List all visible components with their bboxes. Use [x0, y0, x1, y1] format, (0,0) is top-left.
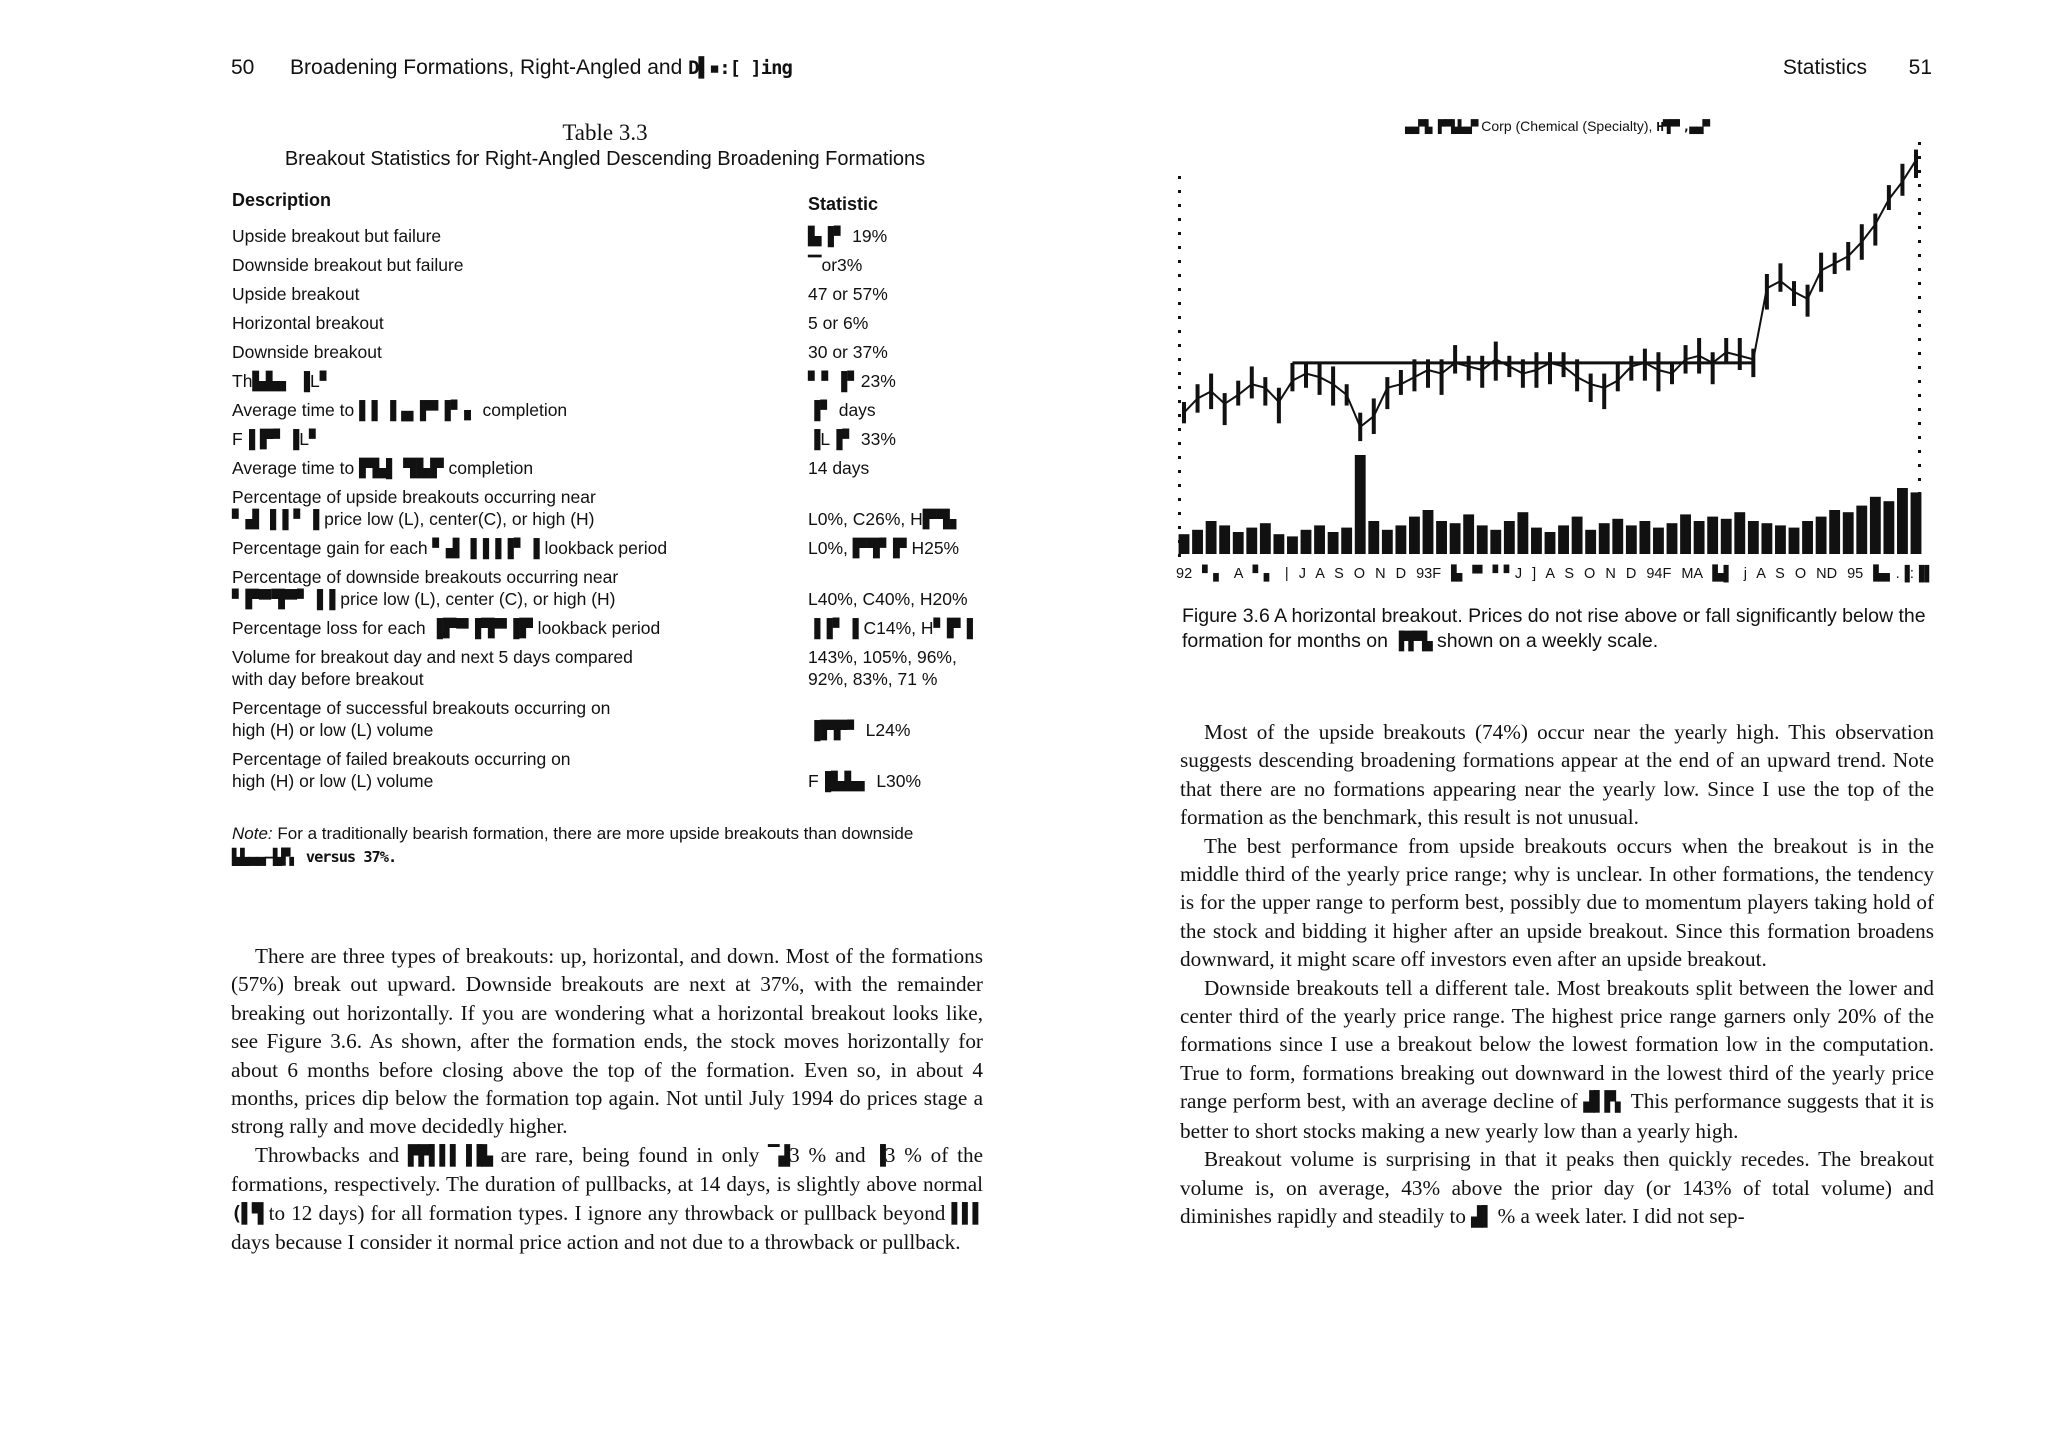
left-axis-tick [1178, 330, 1181, 333]
left-page-number: 50 [231, 56, 255, 79]
left-axis-tick [1178, 232, 1181, 235]
figure-caption [1182, 604, 1934, 655]
p4-text-b: % a week later. I did not sep- [1492, 1203, 1745, 1228]
table-note [232, 822, 992, 869]
row-description: Upside breakout but failure [232, 226, 442, 246]
volume-bar [1301, 530, 1312, 554]
caption-text-1: Figure 3.6 A horizontal breakout. Prices do not rise above or fall significantly below the formation for months on [1182, 605, 1926, 652]
row-description: Volume for breakout day and next 5 days compared with day before breakout [232, 647, 633, 689]
volume-bar [1260, 523, 1271, 554]
left-axis-tick [1178, 484, 1181, 487]
left-axis-tick [1178, 498, 1181, 501]
volume-bar [1721, 519, 1732, 554]
left-axis-tick [1178, 554, 1181, 557]
volume-bar [1423, 510, 1434, 554]
right-axis-tick [1918, 240, 1921, 243]
p2-glitch-1: ▛▛▌▌▌▐▐▙ [407, 1144, 492, 1167]
right-page-header [1783, 56, 1932, 80]
p3-text-a: Downside breakouts tell a different tale. Most breakouts split between the lower and center third of the yearly price range. The highest price range garners only 20% of the formations since I use a breakout below the lowest formation low in the computation. True to form, formations breaking out downward in the lowest third of the yearly price range perform best, with an average decline of [1180, 975, 1934, 1114]
volume-bar [1667, 523, 1678, 554]
left-running-head-glitch: D▌▪:[ ]ing [688, 57, 792, 79]
volume-bar [1612, 519, 1623, 554]
right-axis-tick [1918, 198, 1921, 201]
row-statistic: ▐▐▘▐ C14%, H▘▛▐ [808, 618, 973, 638]
right-axis-tick [1918, 380, 1921, 383]
table-row [232, 225, 992, 247]
volume-bar [1843, 512, 1854, 554]
p3-text-b: This performance suggests that it is better to short stocks making a new yearly low than a yearly high. [1180, 1089, 1934, 1143]
volume-bar [1789, 528, 1800, 554]
chart-title [1180, 118, 1934, 134]
volume-bar [1233, 532, 1244, 554]
row-statistic: ▐▘ days [808, 400, 876, 420]
table-row [232, 399, 992, 421]
volume-bar [1748, 521, 1759, 554]
row-statistic: L0%, C26%, H▛▜▖ [808, 509, 964, 529]
table-body [232, 225, 992, 792]
p2-glitch-5: ▌▌▌ [951, 1202, 983, 1225]
row-statistic: 5 or 6% [808, 313, 869, 333]
left-axis-tick [1178, 456, 1181, 459]
right-axis-tick [1918, 352, 1921, 355]
table-row [232, 697, 992, 741]
volume-bar [1328, 532, 1339, 554]
left-paragraph-1: There are three types of breakouts: up, horizontal, and down. Most of the formations (57%) break out upward. Downside breakouts are next at 37%, with the remainder breaking out horizontally. If you are wondering what a horizontal breakout looks like, see Figure 3.6. As shown, after the formation ends, the stock moves horizontally for about 6 months before closing above the top of the formation. Even so, in about 4 months, prices dip below the formation top again. Not until July 1994 do prices stage a strong rally and move decidedly higher. [231, 944, 983, 1139]
volume-bar [1219, 525, 1230, 554]
right-axis-tick [1918, 408, 1921, 411]
volume-bar [1477, 525, 1488, 554]
volume-bar [1545, 532, 1556, 554]
volume-bar [1355, 455, 1366, 554]
right-running-head: Statistics [1782, 56, 1867, 79]
volume-bar [1558, 525, 1569, 554]
chart-title-glitch: ▄▄▀▙ ▛▀▙▙▄▀ [1404, 119, 1478, 134]
row-description: Percentage of successful breakouts occurring on high (H) or low (L) volume [232, 698, 611, 740]
chart-title-glitch-2: H▜▀▘,▄▄▀ [1656, 119, 1709, 134]
row-description: Th▙▙▖ ▐L▘ [232, 371, 334, 391]
row-statistic: ▙▐▘ 19% [808, 226, 888, 246]
note-text-2: ▙▙▄▄—▙▛▖ versus 37%. [232, 848, 397, 866]
note-text: For a traditionally bearish formation, there are more upside breakouts than downside [272, 824, 914, 843]
right-axis-tick [1918, 184, 1921, 187]
right-paragraph-4 [1180, 1145, 1934, 1231]
row-statistic: ▐▛▛▘ L24% [808, 720, 911, 740]
volume-bar [1734, 512, 1745, 554]
right-axis-tick [1918, 254, 1921, 257]
row-statistic: 14 days [808, 458, 870, 478]
table-row [232, 486, 992, 530]
volume-bar [1314, 525, 1325, 554]
table-title: Table 3.3 [562, 120, 648, 145]
right-axis-tick [1918, 310, 1921, 313]
right-axis-tick [1918, 282, 1921, 285]
right-axis-tick [1918, 478, 1921, 481]
left-paragraph-2 [231, 1141, 983, 1257]
left-axis-tick [1178, 526, 1181, 529]
p2-glitch-4: (▌▜ [231, 1202, 263, 1225]
price-volume-chart [1176, 136, 1936, 562]
row-description: Upside breakout [232, 284, 360, 304]
right-axis-tick [1918, 156, 1921, 159]
table-row [232, 537, 992, 559]
volume-bar [1707, 517, 1718, 554]
left-axis-tick [1178, 302, 1181, 305]
p2-text-e: to 12 days) for all formation types. I ignore any throwback or pullback beyond [262, 1200, 952, 1225]
volume-bar [1463, 514, 1474, 554]
right-axis-tick [1918, 142, 1921, 145]
left-axis-tick [1178, 442, 1181, 445]
left-body-text [231, 942, 983, 1256]
volume-bar [1382, 530, 1393, 554]
volume-bar [1436, 521, 1447, 554]
volume-bar [1450, 523, 1461, 554]
right-axis-tick [1918, 226, 1921, 229]
left-axis-tick [1178, 176, 1181, 179]
right-axis-tick [1918, 268, 1921, 271]
left-axis-tick [1178, 260, 1181, 263]
p4-glitch: ▟▌ [1471, 1205, 1493, 1228]
row-description: Percentage of upside breakouts occurring near ▘▟ ▐▐ ▘▐ price low (L), center(C), or high (H) [232, 487, 596, 529]
table-row [232, 646, 992, 690]
row-description: Average time to ▌▌▐ ▄▐▀▐▘▖ completion [232, 400, 568, 420]
p4-text-a: Breakout volume is surprising in that it peaks then quickly recedes. The breakout volume is, on average, 43% above the prior day (or 143% of total volume) and diminishes rapidly and steadily to [1180, 1147, 1934, 1228]
volume-bar [1273, 534, 1284, 554]
left-axis-tick [1178, 470, 1181, 473]
volume-bar [1531, 528, 1542, 554]
p2-text-c: 3 % and [789, 1142, 875, 1167]
table-row [232, 428, 992, 450]
volume-bar [1368, 521, 1379, 554]
volume-bar [1911, 492, 1922, 554]
statistics-table [232, 190, 992, 799]
row-statistic: ▔or3% [808, 255, 863, 275]
table-row [232, 254, 992, 276]
chart-x-axis-labels: 92 ▘▖ A ▘▖ | J A S O N D 93F ▙ ▀ ▘▘J ] A S O N D 94F MA ▙▌ j A S O ND 95 ▙▖.▐:▐▌ [1176, 566, 1935, 582]
volume-bar [1206, 521, 1217, 554]
left-axis-tick [1178, 218, 1181, 221]
right-body-text [1180, 718, 1934, 1231]
volume-bar [1504, 521, 1515, 554]
row-statistic: F▐▙▙▖ L30% [808, 771, 922, 791]
volume-bar [1287, 536, 1298, 554]
row-statistic: ▐L▐▘ 33% [808, 429, 896, 449]
right-axis-tick [1918, 170, 1921, 173]
table-row [232, 312, 992, 334]
table-header-row [232, 190, 992, 215]
table-row [232, 748, 992, 792]
chart-title-text: Corp (Chemical (Specialty), [1477, 118, 1657, 134]
row-description: Downside breakout but failure [232, 255, 464, 275]
right-paragraph-3 [1180, 974, 1934, 1145]
left-axis-tick [1178, 316, 1181, 319]
row-statistic: 30 or 37% [808, 342, 888, 362]
left-axis-tick [1178, 358, 1181, 361]
header-description: Description [232, 190, 332, 210]
p2-text-b: are rare, being found in only [491, 1142, 769, 1167]
right-axis-tick [1918, 366, 1921, 369]
volume-bar [1816, 517, 1827, 554]
left-axis-tick [1178, 190, 1181, 193]
left-axis-tick [1178, 428, 1181, 431]
right-paragraph-1: Most of the upside breakouts (74%) occur near the yearly high. This observation suggests descending broadening formations appear at the end of an upward trend. Note that there are no formations appearing near the yearly low. Since I use the top of the formation as the benchmark, this result is not unusual. [1180, 720, 1934, 830]
right-axis-tick [1918, 422, 1921, 425]
volume-bar [1517, 512, 1528, 554]
row-description: Downside breakout [232, 342, 382, 362]
row-description: Percentage loss for each ▐▛▀▐▜▀▐▛ lookback period [232, 618, 661, 638]
left-running-head: Broadening Formations, Right-Angled and [290, 56, 689, 79]
right-axis-tick [1918, 436, 1921, 439]
left-axis-tick [1178, 204, 1181, 207]
right-page-number: 51 [1908, 56, 1932, 79]
volume-bar [1395, 525, 1406, 554]
volume-bar [1870, 497, 1881, 554]
left-axis-tick [1178, 512, 1181, 515]
row-statistic: ▘▘▐▘23% [808, 371, 896, 391]
left-axis-tick [1178, 372, 1181, 375]
row-description: Percentage gain for each ▘▟ ▐▐▐▐▘▐ lookback period [232, 538, 668, 558]
left-page-header [231, 56, 792, 80]
volume-bar [1639, 521, 1650, 554]
p2-text-d: 3 % of the formations, respectively. The duration of pullbacks, at 14 days, is slightly above normal [231, 1142, 984, 1197]
row-description: Average time to ▛▙▌ ▜▙▛ completion [232, 458, 534, 478]
left-axis-tick [1178, 344, 1181, 347]
p2-glitch-3: ▐ [874, 1144, 885, 1167]
right-axis-tick [1918, 338, 1921, 341]
row-statistic: L40%, C40%, H20% [808, 589, 968, 609]
note-label: Note: [232, 824, 273, 843]
volume-bar [1626, 525, 1637, 554]
right-paragraph-2: The best performance from upside breakouts occurs when the breakout is in the middle third of the yearly price range; why is unclear. In other formations, the tendency is for the upper range to perform best, possibly due to momentum players taking hold of the stock and bidding it higher after an upside breakout. Since this formation broadens downward, it might scare off investors even after an upside breakout. [1180, 833, 1934, 972]
table-row [232, 370, 992, 392]
volume-bar [1897, 488, 1908, 554]
volume-bar [1490, 530, 1501, 554]
p2-text-f: days because I consider it normal price action and not due to a throwback or pullback. [231, 1230, 961, 1255]
volume-bar [1653, 528, 1664, 554]
volume-bar [1192, 530, 1203, 554]
row-description: Horizontal breakout [232, 313, 384, 333]
left-axis-tick [1178, 274, 1181, 277]
volume-bar [1761, 523, 1772, 554]
p2-glitch-2: ▔▟ [768, 1144, 790, 1167]
left-axis-tick [1178, 288, 1181, 291]
volume-bar [1599, 523, 1610, 554]
row-statistic: L0%, ▛▜▘▛ H25% [808, 538, 960, 558]
volume-bar [1775, 525, 1786, 554]
right-axis-tick [1918, 394, 1921, 397]
volume-bar [1883, 501, 1894, 554]
right-axis-tick [1918, 212, 1921, 215]
table-row [232, 341, 992, 363]
header-statistic: Statistic [808, 194, 879, 214]
right-axis-tick [1918, 464, 1921, 467]
right-axis-tick [1918, 296, 1921, 299]
row-statistic: 47 or 57% [808, 284, 888, 304]
left-axis-tick [1178, 246, 1181, 249]
row-description: Percentage of downside breakouts occurring near ▘▛▀▜▀▘▐▐ price low (L), center (C), or high (H) [232, 567, 619, 609]
p3-glitch: ▟▌▛▖ [1583, 1091, 1626, 1114]
volume-bar [1856, 506, 1867, 554]
volume-bar [1802, 521, 1813, 554]
table-row [232, 457, 992, 479]
row-statistic: 143%, 105%, 96%, 92%, 83%, 71 % [808, 647, 957, 689]
volume-bar [1585, 530, 1596, 554]
table-row [232, 566, 992, 610]
table-row [232, 283, 992, 305]
row-description: F▐ ▛▘▐L▘ [232, 429, 323, 449]
volume-bar [1829, 510, 1840, 554]
table-subtitle: Breakout Statistics for Right-Angled Descending Broadening Formations [284, 148, 926, 170]
volume-bar [1341, 528, 1352, 554]
table-row [232, 617, 992, 639]
volume-bar [1680, 514, 1691, 554]
right-axis-tick [1918, 450, 1921, 453]
p2-text-a: Throwbacks and [255, 1142, 408, 1167]
caption-glitch: ▐▜▀▙ [1393, 632, 1432, 652]
volume-bar [1409, 517, 1420, 554]
right-axis-tick [1918, 324, 1921, 327]
left-axis-tick [1178, 386, 1181, 389]
volume-bar [1179, 534, 1190, 554]
volume-bar [1246, 528, 1257, 554]
left-axis-tick [1178, 400, 1181, 403]
volume-bar [1572, 517, 1583, 554]
row-description: Percentage of failed breakouts occurring on high (H) or low (L) volume [232, 749, 571, 791]
left-axis-tick [1178, 414, 1181, 417]
volume-bar [1694, 521, 1705, 554]
caption-text-2: shown on a weekly scale. [1431, 630, 1659, 652]
